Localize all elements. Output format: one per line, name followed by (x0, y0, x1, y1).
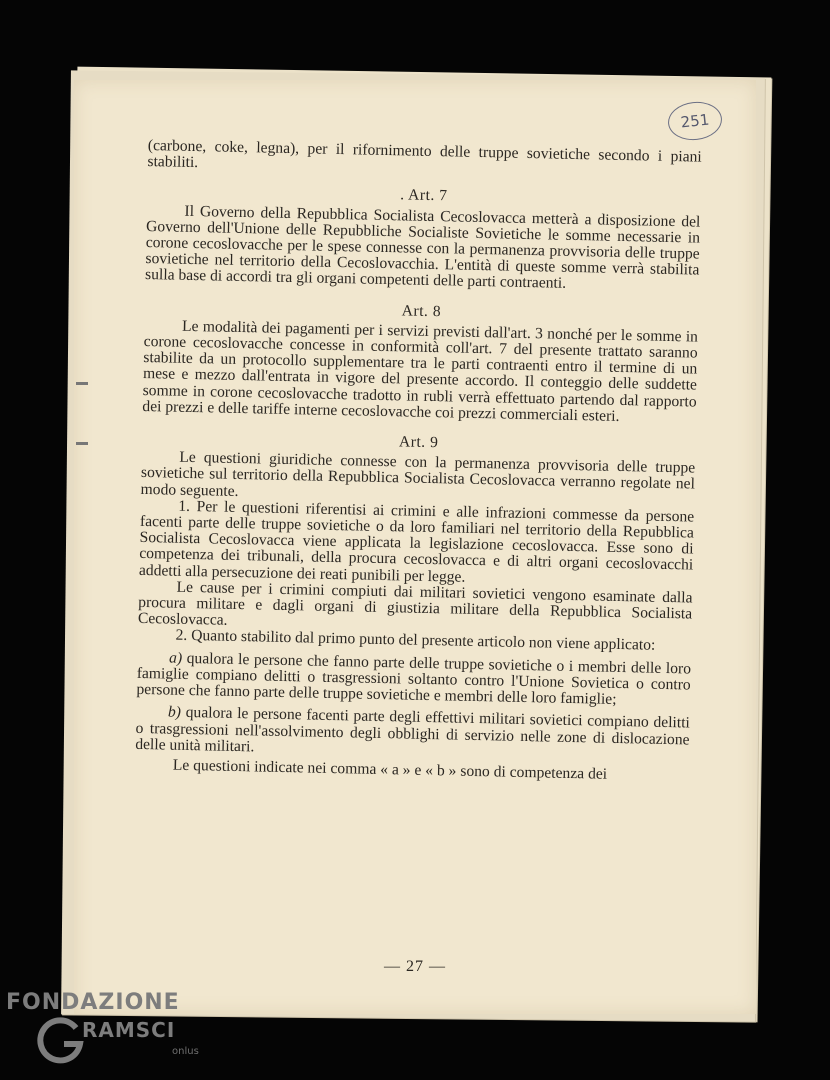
list-label: a) (168, 649, 183, 667)
document-page (74, 80, 756, 1014)
paragraph: Le questioni indicate nei comma « a » e « b » sono di competenza dei (172, 756, 608, 783)
archive-stamp: 251 (666, 99, 724, 142)
paragraph: Le modalità dei pagamenti per i servizi previsti dall'art. 3 nonché per le somme in corone cecoslovacche concesse in conformità coll'art. 7 del presente trattato saranno stabilite da un protocollo supplementare tra le parti contraenti entro il termine di un mese e mezzo dall'entrata in vigore del presente accordo. Il conteggio delle suddette somme in corone cecoslovacche tradotto in rubli verrà effettuato partendo dal rapporto dei prezzi e delle tariffe interne cecoslovacche coi prezzi commerciali esteri. (142, 317, 699, 425)
article-heading: Art. 9 (398, 433, 439, 452)
article-heading: Art. 8 (401, 301, 442, 320)
staple-mark (76, 442, 88, 445)
watermark-logo (6, 990, 226, 1070)
watermark-line2: RAMSCI (82, 1018, 176, 1042)
paragraph: 1. Per le questioni riferentisi ai crimini e alle infrazioni commesse da persone facenti parte delle truppe sovietiche o da loro familiari nel territorio della Repubblica Socialista Cecoslovacca viene applicata la legislazione cecoslovacca. Esse sono di competenza dei tribunali, della procura cecoslovacca e di altri organi cecoslovacchi addetti alla persecuzione dei reati punibili per legge. (138, 497, 695, 586)
paragraph: Le questioni giuridiche connesse con la permanenza provvisoria delle truppe sovietiche sul territorio della Repubblica Socialista Cecoslovacca verranno regolate nel modo seguente. (140, 448, 696, 500)
list-item (136, 650, 691, 710)
page-text (135, 138, 702, 785)
list-text: qualora le persone facenti parte degli effettivi militari sovietici compiano delitti o trasgressioni nell'assolvimento degli obblighi di servizio nelle zone di dislocazione delle unità militari. (135, 704, 691, 756)
list-label: b) (167, 703, 182, 722)
paragraph: Il Governo della Repubblica Socialista Cecoslovacca metterà a disposizione del Governo dell'Unione delle Repubbliche Socialiste Sovietiche le somme necessarie in corone cecoslovacche per le spese connesse con la permanenza provvisoria delle truppe sovietiche nel territorio della Cecoslovacchia. L'entità di queste somme verrà stabilita sulla base di accordi tra gli organi competenti delle parti contraenti. (144, 202, 701, 293)
g-logo-icon (36, 1014, 88, 1066)
paragraph: Le cause per i crimini compiuti dai militari sovietici vengono esaminate dalla procura militare e dagli organi di giustizia militare della Repubblica Socialista Cecoslovacca. (137, 578, 693, 630)
page-number: — 27 — (384, 958, 446, 975)
paragraph: (carbone, coke, legna), per il rifornimento delle truppe sovietiche secondo i piani stabiliti. (147, 137, 702, 172)
article-heading: . Art. 7 (400, 186, 448, 205)
list-item (135, 704, 690, 764)
staple-mark (76, 382, 88, 385)
paragraph: 2. Quanto stabilito dal primo punto del presente articolo non viene applicato: (175, 627, 656, 655)
watermark-sub: onlus (172, 1046, 199, 1057)
watermark-line1: FONDAZIONE (6, 990, 180, 1015)
list-text: qualora le persone che fanno parte delle truppe sovietiche o i membri delle loro famiglie compiano delitti o trasgressioni soltanto contro l'Unione Sovietica o contro persone che fanno parte delle truppe sovietiche e membri delle loro famiglie; (136, 649, 692, 709)
